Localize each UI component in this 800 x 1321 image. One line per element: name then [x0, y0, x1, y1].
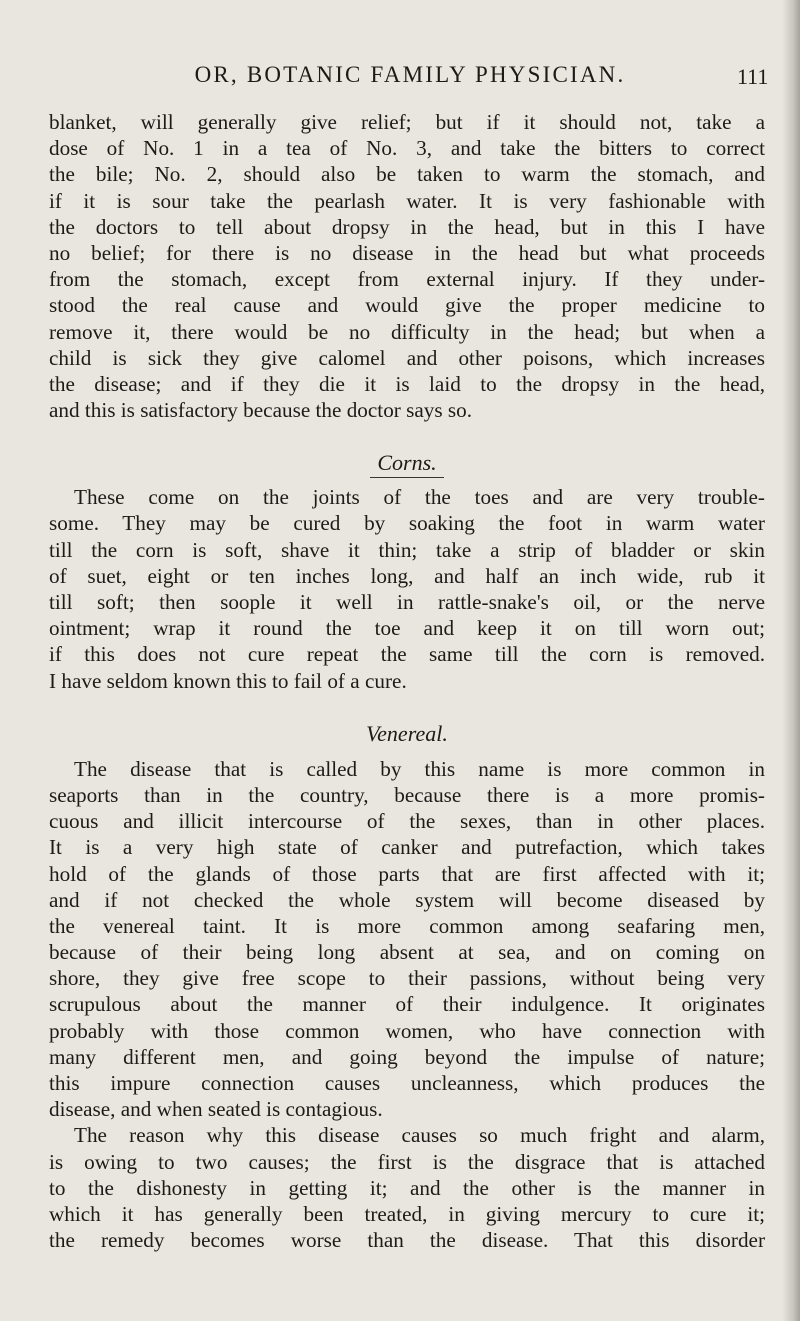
text-line: seaports than in the country, because there is a more promis-	[49, 782, 765, 807]
section-heading-venereal: Venereal.	[366, 720, 448, 746]
text-line: till soft; then soople it well in rattle-snake's oil, or the nerve	[49, 590, 765, 614]
text-line: is owing to two causes; the first is the disgrace that is attached	[49, 1149, 765, 1174]
text-line: remove it, there would be no difficulty in the head; but when a	[49, 319, 765, 344]
section-heading-corns: Corns.	[377, 450, 437, 476]
running-title: OR, BOTANIC FAMILY PHYSICIAN.	[194, 62, 626, 87]
text-line: and this is satisfactory because the doctor says so.	[49, 398, 473, 423]
text-line: dose of No. 1 in a tea of No. 3, and take the bitters to correct	[49, 136, 765, 161]
paragraph-dropsy-continued	[49, 109, 765, 423]
text-line: the doctors to tell about dropsy in the head, but in this I have	[49, 214, 765, 239]
body-text	[49, 109, 765, 1253]
text-line: hold of the glands of those parts that are first affected with it;	[49, 861, 765, 886]
section-venereal	[49, 720, 765, 1254]
text-line: if this does not cure repeat the same till the corn is removed.	[49, 642, 765, 667]
text-line: some. They may be cured by soaking the foot in warm water	[49, 511, 765, 536]
text-line: These come on the joints of the toes and are very trouble-	[74, 485, 765, 510]
text-line: scrupulous about the manner of their indulgence. It originates	[49, 992, 765, 1017]
page-number: 111	[737, 64, 769, 89]
text-line: The reason why this disease causes so much fright and alarm,	[74, 1123, 765, 1148]
text-line: stood the real cause and would give the proper medicine to	[49, 293, 765, 318]
text-line: to the dishonesty in getting it; and the other is the manner in	[49, 1175, 765, 1200]
text-line: the disease; and if they die it is laid to the dropsy in the head,	[49, 371, 765, 396]
text-line: blanket, will generally give relief; but if it should not, take a	[49, 110, 765, 134]
text-line: from the stomach, except from external injury. If they under-	[49, 267, 765, 292]
text-line: The disease that is called by this name is more common in	[74, 756, 765, 781]
running-head	[0, 62, 800, 102]
text-line: of suet, eight or ten inches long, and half an inch wide, rub it	[49, 563, 765, 588]
section-corns	[49, 449, 765, 694]
text-line: the venereal taint. It is more common among seafaring men,	[49, 913, 765, 938]
text-line: this impure connection causes uncleanness, which produces the	[49, 1071, 765, 1095]
text-line: because of their being long absent at sea, and on coming on	[49, 940, 765, 965]
text-line: and if not checked the whole system will become diseased by	[49, 887, 765, 912]
text-line: no belief; for there is no disease in the head but what proceeds	[49, 240, 765, 265]
page-edge-shadow	[782, 0, 800, 1321]
text-line: many different men, and going beyond the impulse of nature;	[49, 1044, 765, 1069]
text-line: till the corn is soft, shave it thin; take a strip of bladder or skin	[49, 537, 765, 562]
text-line: if it is sour take the pearlash water. It is very fashionable with	[49, 188, 765, 213]
heading-rule	[370, 477, 444, 478]
text-line: ointment; wrap it round the toe and keep it on till worn out;	[49, 616, 765, 641]
text-line: I have seldom known this to fail of a cure.	[49, 668, 407, 693]
text-line: which it has generally been treated, in giving mercury to cure it;	[49, 1201, 765, 1226]
text-line: cuous and illicit intercourse of the sexes, than in other places.	[49, 809, 765, 834]
text-line: It is a very high state of canker and putrefaction, which takes	[49, 835, 765, 860]
text-line: the bile; No. 2, should also be taken to warm the stomach, and	[49, 162, 765, 187]
text-line: disease, and when seated is contagious.	[49, 1097, 383, 1122]
text-line: probably with those common women, who have connection with	[49, 1018, 765, 1043]
text-line: shore, they give free scope to their passions, without being very	[49, 966, 765, 991]
text-line: the remedy becomes worse than the disease. That this disorder	[49, 1228, 765, 1253]
text-line: child is sick they give calomel and other poisons, which increases	[49, 345, 765, 370]
